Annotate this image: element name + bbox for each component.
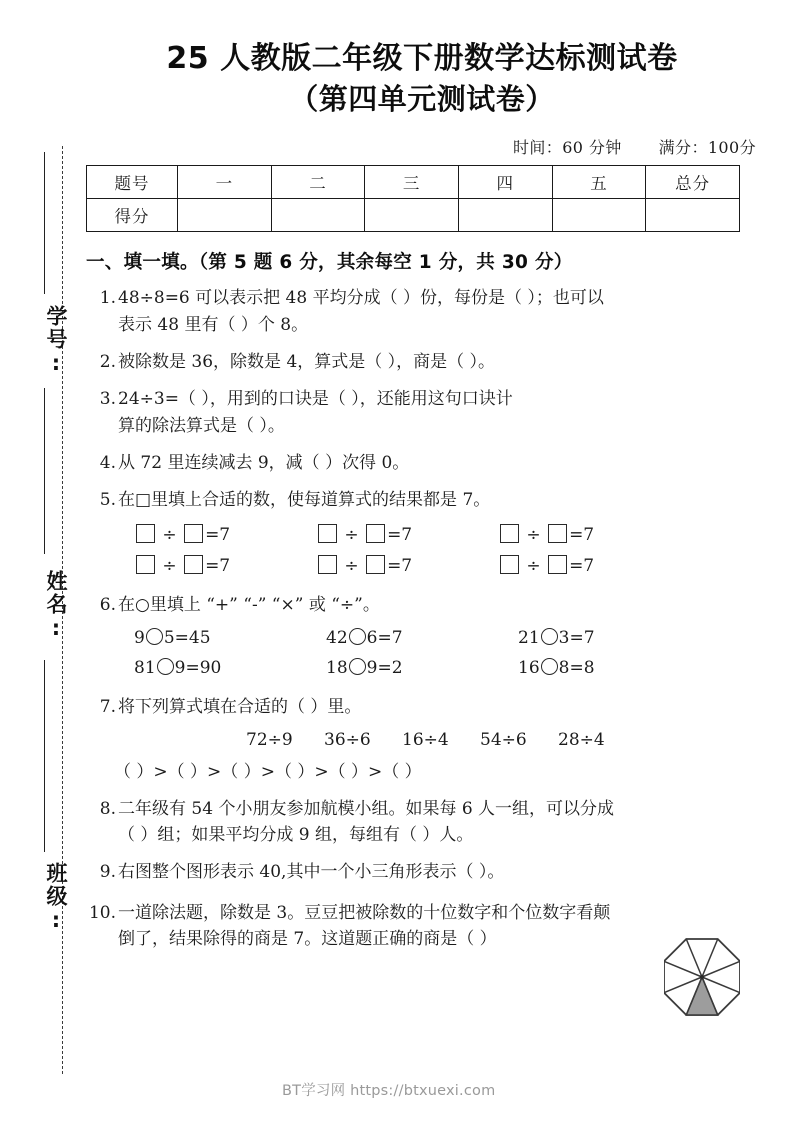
question-6-expr-1-left: 9 (134, 628, 145, 649)
score-table-col-0: 一 (178, 166, 272, 199)
blank-box-icon[interactable] (136, 524, 155, 543)
question-3-text-2: 算的除法算式是（ ）。 (118, 415, 285, 436)
question-2-line-1 (86, 349, 758, 375)
binding-margin (0, 0, 86, 1122)
question-5-line-1 (86, 487, 758, 513)
question-2-number: 2. (99, 352, 116, 373)
question-1-text-2: 表示 48 里有（ ）个 8。 (118, 314, 309, 335)
question-3 (86, 386, 758, 439)
question-6-expr-2-right: 6=7 (366, 628, 403, 649)
question-7-compare-row[interactable]: （ ）>（ ）>（ ）>（ ）>（ ）>（ ） (114, 761, 422, 782)
score-table-row-label-1: 得分 (87, 199, 178, 232)
binding-rule-bottom (44, 660, 45, 852)
question-1 (86, 285, 758, 338)
exam-meta (86, 135, 758, 158)
question-5-box-expr-4: ÷ =7 (134, 555, 316, 576)
question-8-text-2: （ ）组；如果平均分成 9 组，每组有（ ）人。 (118, 824, 474, 845)
question-9-line-1 (86, 859, 758, 885)
question-6-number: 6. (99, 594, 116, 615)
question-7-line-1 (86, 694, 758, 720)
score-table (86, 165, 740, 232)
octagon-figure-icon (664, 938, 740, 1016)
question-4-number: 4. (99, 453, 116, 474)
score-table-col-3: 四 (458, 166, 552, 199)
question-6-row-2 (86, 658, 758, 678)
blank-box-icon[interactable] (136, 555, 155, 574)
question-3-line-1 (86, 386, 758, 412)
question-5-eq-3: =7 (569, 524, 595, 545)
score-table-col-1: 二 (271, 166, 365, 199)
name-label: 姓名: (44, 570, 68, 642)
question-7-expression-1: 36÷6 (324, 729, 371, 750)
exam-sheet (86, 0, 758, 1122)
question-5-box-expr-3: ÷ =7 (498, 524, 680, 545)
question-2-text-1: 被除数是 36，除数是 4，算式是（ ），商是（ ）。 (118, 352, 496, 373)
question-1-number: 1. (99, 288, 116, 309)
score-table-col-4: 五 (552, 166, 646, 199)
question-10 (86, 900, 758, 953)
question-5-box-expr-6: ÷ =7 (498, 555, 680, 576)
question-3-text-1: 24÷3=（ ），用到的口诀是（ ），还能用这句口诀计 (118, 389, 513, 410)
question-7-expression-4: 28÷4 (558, 729, 605, 750)
question-6-expr-2 (326, 628, 518, 648)
question-8-text-1: 二年级有 54 个小朋友参加航模小组。如果每 6 人一组，可以分成 (118, 798, 615, 819)
question-7-expression-2: 16÷4 (402, 729, 449, 750)
question-5-eq-5: =7 (387, 555, 413, 576)
question-6-expr-5-right: 9=2 (366, 658, 403, 679)
question-5-box-expr-5: ÷ =7 (316, 555, 498, 576)
question-5-box-expr-2: ÷ =7 (316, 524, 498, 545)
question-6-expr-6 (518, 658, 710, 678)
score-table-col-2: 三 (365, 166, 459, 199)
blank-box-icon[interactable] (318, 524, 337, 543)
question-7-expressions (86, 730, 758, 750)
question-7-text-1: 将下列算式填在合适的（ ）里。 (118, 697, 362, 718)
question-9-text-1: 右图整个图形表示 40,其中一个小三角形表示（ ）。 (118, 862, 505, 883)
exam-time: 时间：60 分钟 (513, 138, 622, 158)
blank-circle-icon[interactable] (157, 658, 174, 675)
blank-circle-icon[interactable] (349, 658, 366, 675)
blank-box-icon[interactable] (548, 524, 567, 543)
score-cell-0[interactable] (178, 199, 272, 232)
question-7-expression-0: 72÷9 (246, 729, 293, 750)
question-6-expr-3 (518, 628, 710, 648)
question-5-eq-1: =7 (205, 524, 231, 545)
binding-rule-middle (44, 388, 45, 554)
question-1-line-2 (86, 312, 758, 338)
question-6-expr-5-left: 18 (326, 658, 348, 679)
score-table-row-label-0: 题号 (87, 166, 178, 199)
question-7-expression-3: 54÷6 (480, 729, 527, 750)
question-6-expr-1 (134, 628, 326, 648)
question-3-number: 3. (99, 389, 116, 410)
question-9-number: 9. (99, 862, 116, 883)
question-6-text-1: 在○里填上 “+” “-” “×” 或 “÷”。 (118, 594, 380, 615)
question-6-row-1 (86, 628, 758, 648)
score-cell-3[interactable] (458, 199, 552, 232)
question-6-expr-5 (326, 658, 518, 678)
question-1-text-1: 48÷8=6 可以表示把 48 平均分成（ ）份，每份是（ ）；也可以 (118, 288, 604, 309)
question-5-eq-6: =7 (569, 555, 595, 576)
question-7-number: 7. (99, 697, 116, 718)
question-6-expr-4-right: 9=90 (174, 658, 222, 679)
question-6-expr-3-right: 3=7 (558, 628, 595, 649)
blank-box-icon[interactable] (500, 555, 519, 574)
binding-rule-top (44, 152, 45, 294)
question-7 (86, 694, 758, 720)
question-6 (86, 592, 758, 618)
score-cell-2[interactable] (365, 199, 459, 232)
blank-box-icon[interactable] (366, 524, 385, 543)
question-5 (86, 487, 758, 513)
question-10-number: 10. (88, 902, 116, 923)
question-6-expr-4-left: 81 (134, 658, 156, 679)
paper-title (86, 0, 758, 119)
question-6-expr-4 (134, 658, 326, 678)
table-row-scores (87, 199, 740, 232)
question-4-line-1 (86, 450, 758, 476)
question-5-box-row-1 (86, 524, 758, 545)
question-8-line-2 (86, 822, 758, 848)
blank-box-icon[interactable] (318, 555, 337, 574)
blank-circle-icon[interactable] (541, 658, 558, 675)
question-8-number: 8. (99, 798, 116, 819)
class-label: 班级: (44, 862, 68, 934)
question-4 (86, 450, 758, 476)
question-6-expr-1-right: 5=45 (163, 628, 211, 649)
blank-circle-icon[interactable] (146, 628, 163, 645)
question-1-line-1 (86, 285, 758, 311)
site-watermark: BT学习网 https://btxuexi.com (282, 1083, 496, 1099)
question-6-expr-3-left: 21 (518, 628, 540, 649)
question-6-line-1 (86, 592, 758, 618)
blank-box-icon[interactable] (184, 555, 203, 574)
question-5-eq-4: =7 (205, 555, 231, 576)
blank-circle-icon[interactable] (541, 628, 558, 645)
question-5-box-expr-1: ÷ =7 (134, 524, 316, 545)
score-cell-1[interactable] (271, 199, 365, 232)
question-3-line-2 (86, 413, 758, 439)
question-9 (86, 859, 758, 885)
question-5-box-row-2 (86, 555, 758, 576)
score-table-col-5: 总分 (646, 166, 740, 199)
blank-box-icon[interactable] (500, 524, 519, 543)
exam-full-mark: 满分：100分 (658, 138, 756, 158)
score-cell-4[interactable] (552, 199, 646, 232)
question-10-line-2 (86, 926, 758, 952)
table-row-question-numbers (87, 166, 740, 199)
question-8 (86, 796, 758, 849)
question-8-line-1 (86, 796, 758, 822)
blank-box-icon[interactable] (548, 555, 567, 574)
score-cell-5[interactable] (646, 199, 740, 232)
question-5-eq-2: =7 (387, 524, 413, 545)
section-one-heading: 一、填一填。（第 5 题 6 分，其余每空 1 分，共 30 分） (86, 252, 573, 274)
student-id-label: 学号: (44, 305, 68, 377)
question-2 (86, 349, 758, 375)
blank-box-icon[interactable] (366, 555, 385, 574)
question-10-text-2: 倒了，结果除得的商是 7。这道题正确的商是（ ） (118, 928, 497, 949)
question-10-line-1 (86, 900, 758, 926)
question-10-text-1: 一道除法题，除数是 3。豆豆把被除数的十位数字和个位数字看颠 (118, 902, 611, 923)
paper-title-line-1: 25 人教版二年级下册数学达标测试卷 (166, 41, 678, 76)
question-4-text-1: 从 72 里连续减去 9，减（ ）次得 0。 (118, 453, 410, 474)
question-6-expr-2-left: 42 (326, 628, 348, 649)
question-5-text-1: 在□里填上合适的数，使每道算式的结果都是 7。 (118, 490, 491, 511)
question-6-expr-6-left: 16 (518, 658, 540, 679)
question-6-expr-6-right: 8=8 (558, 658, 595, 679)
question-5-number: 5. (99, 490, 116, 511)
blank-box-icon[interactable] (184, 524, 203, 543)
paper-title-line-2: （第四单元测试卷） (289, 82, 555, 117)
blank-circle-icon[interactable] (349, 628, 366, 645)
